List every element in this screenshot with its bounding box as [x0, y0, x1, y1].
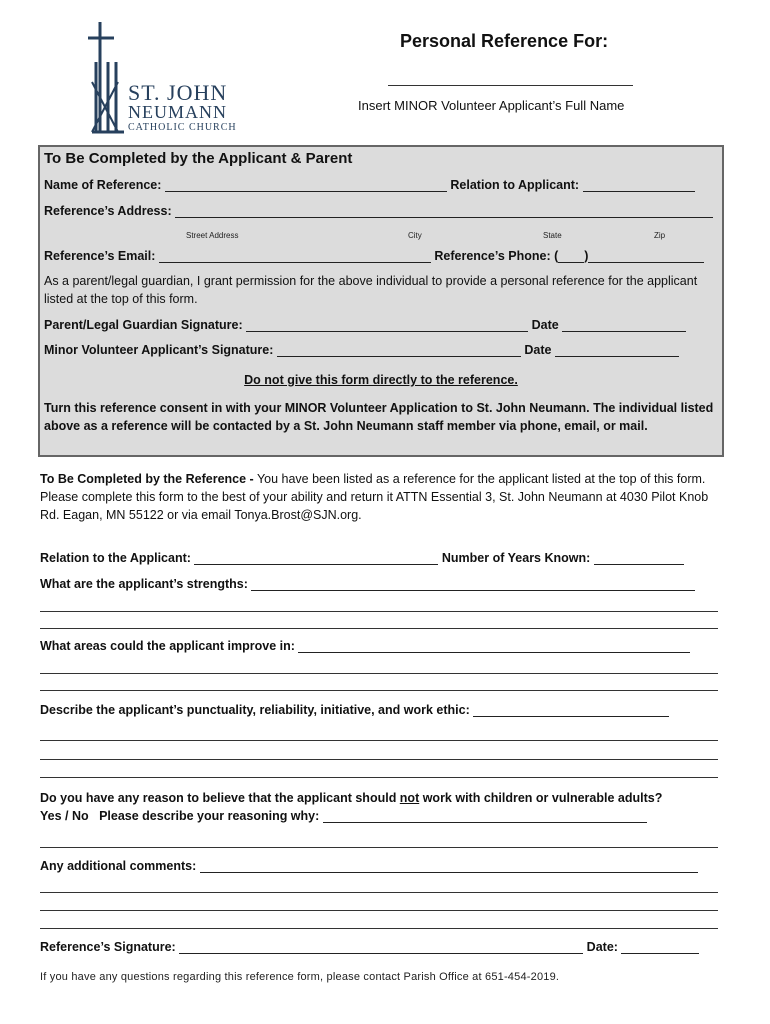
reason-q-post: work with children or vulnerable adults?: [419, 791, 663, 805]
parent-date-field[interactable]: [562, 319, 686, 332]
reference-name-label: Name of Reference:: [44, 178, 162, 192]
phone-field[interactable]: [588, 250, 704, 263]
name-relation-row: [44, 178, 718, 192]
warning-text: Do not give this form directly to the reference.: [244, 373, 518, 387]
reason-question: [40, 791, 662, 805]
improve-field[interactable]: [298, 640, 690, 653]
relation-field[interactable]: [583, 179, 695, 192]
state-caption: State: [543, 231, 562, 240]
minor-signature-row: [44, 343, 718, 357]
ref-date-label: Date:: [586, 940, 618, 954]
applicant-parent-section: [38, 145, 724, 457]
street-caption: Street Address: [186, 231, 239, 240]
reference-intro: [40, 470, 720, 524]
relation-label: Relation to Applicant:: [450, 178, 580, 192]
email-phone-row: [44, 249, 718, 263]
minor-date-field[interactable]: [555, 344, 679, 357]
minor-date-label: Date: [524, 343, 552, 357]
parent-signature-row: [44, 318, 718, 332]
signature-row: [40, 940, 699, 954]
reason-row: [40, 809, 647, 823]
address-row: [44, 204, 718, 218]
describe-row: [40, 703, 669, 717]
relation-years-row: [40, 551, 684, 565]
minor-signature-field[interactable]: [277, 344, 521, 357]
ref-signature-field[interactable]: [179, 941, 583, 954]
parent-signature-field[interactable]: [246, 319, 528, 332]
church-logo: [88, 22, 268, 137]
logo-line-2: NEUMANN: [128, 102, 227, 122]
footer-note: If you have any questions regarding this reference form, please contact Parish Office at 651-454-2019.: [40, 971, 560, 983]
improve-line-3[interactable]: [40, 690, 718, 691]
reason-q-pre: Do you have any reason to believe that the applicant should: [40, 791, 400, 805]
reason-line-2[interactable]: [40, 847, 718, 848]
logo-line-1: ST. JOHN: [128, 80, 228, 105]
strengths-row: [40, 577, 695, 591]
strengths-label: What are the applicant’s strengths:: [40, 577, 248, 591]
area-code-field[interactable]: [558, 250, 584, 263]
describe-label: Describe the applicant’s punctuality, reliability, initiative, and work ethic:: [40, 703, 470, 717]
comments-line-2[interactable]: [40, 892, 718, 893]
permission-text: As a parent/legal guardian, I grant permission for the above individual to provide a personal reference for the applicant listed at the top of this form.: [44, 274, 698, 306]
zip-caption: Zip: [654, 231, 666, 240]
comments-label: Any additional comments:: [40, 859, 197, 873]
email-field[interactable]: [159, 250, 431, 263]
section2-intro-text: You have been listed as a reference for the applicant listed at the top of this form. Please complete this form to the best of your ability and return it ATTN Essential 3, St. John Neumann at 4030 Pilot Knob Rd. Eagan, MN 55122 or via email Tonya.Brost@SJN.org.: [40, 472, 709, 522]
improve-label: What areas could the applicant improve in:: [40, 639, 295, 653]
years-known-label: Number of Years Known:: [441, 551, 591, 565]
ref-signature-label: Reference’s Signature:: [40, 940, 176, 954]
improve-line-2[interactable]: [40, 673, 718, 674]
ref-date-field[interactable]: [621, 941, 699, 954]
applicant-name-caption: Insert MINOR Volunteer Applicant’s Full Name: [358, 98, 625, 113]
section1-heading: To Be Completed by the Applicant & Parent: [44, 150, 353, 167]
page-title: Personal Reference For:: [400, 31, 609, 51]
comments-line-3[interactable]: [40, 910, 718, 911]
email-label: Reference’s Email:: [44, 249, 156, 263]
strengths-field[interactable]: [251, 578, 695, 591]
logo-line-3: CATHOLIC CHURCH: [128, 122, 237, 133]
comments-line-4[interactable]: [40, 928, 718, 929]
strengths-line-2[interactable]: [40, 611, 718, 612]
describe-field[interactable]: [473, 704, 669, 717]
address-label: Reference’s Address:: [44, 204, 172, 218]
describe-line-2[interactable]: [40, 740, 718, 741]
phone-label: Reference’s Phone: (: [434, 249, 559, 263]
strengths-line-3[interactable]: [40, 628, 718, 629]
minor-signature-label: Minor Volunteer Applicant’s Signature:: [44, 343, 274, 357]
reason-q-not: not: [399, 791, 420, 805]
city-caption: City: [408, 231, 422, 240]
improve-row: [40, 639, 690, 653]
describe-line-3[interactable]: [40, 759, 718, 760]
phone-close: ): [584, 249, 589, 263]
reason-label: Please describe your reasoning why:: [99, 809, 320, 823]
ref-relation-label: Relation to the Applicant:: [40, 551, 191, 565]
applicant-name-field[interactable]: [388, 71, 633, 86]
parent-signature-label: Parent/Legal Guardian Signature:: [44, 318, 243, 332]
address-field[interactable]: [175, 205, 713, 218]
comments-field[interactable]: [200, 860, 698, 873]
instructions-text: Turn this reference consent in with your MINOR Volunteer Application to St. John Neumann. The individual listed above as a reference will be contacted by a St. John Neumann staff member via phone, email, or mail.: [44, 401, 714, 433]
yes-no-option[interactable]: Yes / No: [40, 809, 89, 823]
parent-date-label: Date: [531, 318, 559, 332]
section2-heading: To Be Completed by the Reference -: [40, 472, 254, 486]
years-known-field[interactable]: [594, 552, 684, 565]
reason-field[interactable]: [323, 810, 647, 823]
reference-name-field[interactable]: [165, 179, 447, 192]
comments-row: [40, 859, 698, 873]
ref-relation-field[interactable]: [194, 552, 438, 565]
describe-line-4[interactable]: [40, 777, 718, 778]
